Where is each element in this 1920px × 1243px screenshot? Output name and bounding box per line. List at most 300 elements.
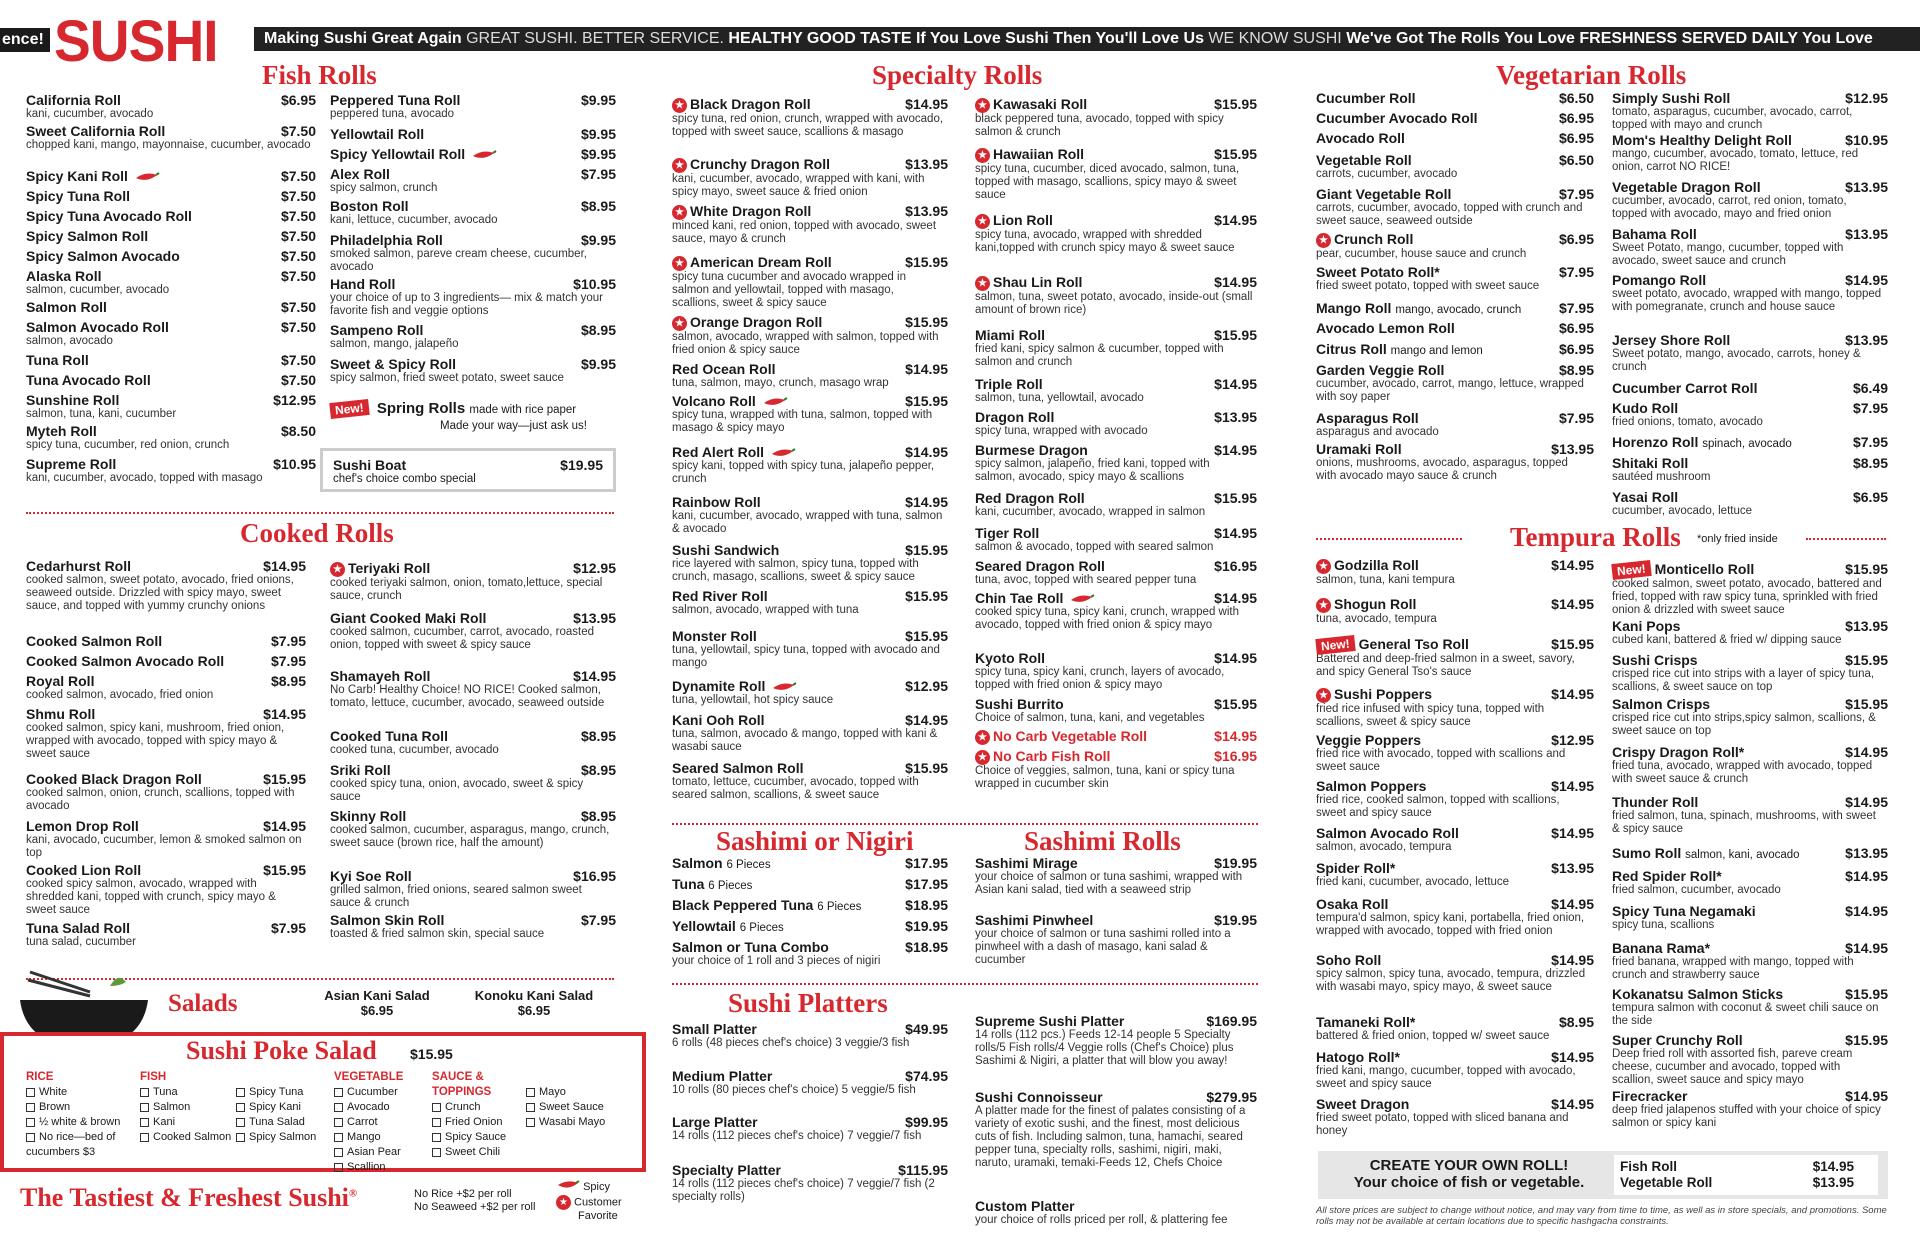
item-name: Supreme Roll [26,456,117,472]
note-no-rice: No Rice +$2 per roll [414,1188,512,1200]
item-name: Black Peppered Tuna [672,897,814,913]
item-name: Kokanatsu Salmon Sticks [1612,986,1784,1002]
item-name: Red Alert Roll [672,444,765,460]
item-desc: fried kani, spicy salmon & cucumber, topped with salmon and crunch [975,343,1224,368]
poke-option[interactable] [140,1085,236,1100]
item-price: $15.95 [1551,636,1594,652]
poke-option[interactable] [26,1130,122,1160]
menu-item [1316,441,1594,483]
item-name: Yellowtail [672,918,736,934]
item-price: $14.95 [263,818,306,834]
item-price: $8.95 [1852,455,1888,471]
item-price: $9.95 [580,146,616,162]
item-desc: cooked salmon, sweet potato, avocado, battered and fried, topped with raw spicy tuna, sprinkled with fried onion & drizzled with sweet sauce [1612,578,1882,616]
item-name: Avocado Lemon Roll [1316,320,1455,336]
menu-item [1316,341,1594,357]
checkbox[interactable] [432,1118,441,1127]
item-name: Spicy Kani Roll [26,168,128,184]
item-price: $6.95 [1852,489,1888,505]
menu-item [1316,596,1594,626]
item-price: $7.50 [280,299,316,315]
poke-option[interactable] [334,1100,430,1115]
chili-icon [771,682,797,692]
item-price: $14.95 [1214,442,1257,458]
salad-price: $6.95 [360,1003,394,1018]
item-price: $14.95 [1551,686,1594,702]
customer-favorite-icon: ★ [672,256,687,271]
poke-column [334,1070,430,1175]
item-price: $7.50 [280,268,316,284]
checkbox[interactable] [526,1088,535,1097]
menu-item [1316,732,1594,774]
item-name: Giant Vegetable Roll [1316,186,1452,202]
sushi-platters-title: Sushi Platters [728,988,888,1018]
menu-item [975,1013,1257,1068]
item-desc: cooked salmon, spicy kani, mushroom, fried onion, wrapped with avocado, topped with spicy mayo & sweet sauce [26,722,285,760]
item-name: Vegetable Roll [1316,152,1412,168]
item-price: $8.95 [1558,1014,1594,1030]
item-price: $7.95 [270,653,306,669]
item-name: Garden Veggie Roll [1316,362,1445,378]
menu-item [1612,434,1888,450]
poke-option[interactable] [526,1100,622,1115]
menu-item [26,319,316,348]
menu-item [1316,1096,1594,1138]
poke-option-label: Avocado [347,1101,390,1113]
menu-item [1612,986,1888,1028]
poke-option-label: Sweet Chili [445,1146,501,1158]
item-desc: cooked salmon, cucumber, carrot, avocado, roasted onion, topped with sweet & spicy sauce [330,626,595,651]
menu-item [26,920,306,949]
item-desc: spicy tuna, wrapped with tuna, salmon, topped with masago & spicy mayo [672,409,933,434]
item-desc: kani, cucumber, avocado, wrapped with tuna, salmon & avocado [672,510,943,535]
menu-item [1612,400,1888,429]
item-price: $14.95 [1551,778,1594,794]
menu-item [1612,794,1888,836]
item-desc: tuna, avocado, tempura [1316,612,1437,625]
item-desc: fried salmon, tuna, spinach, mushrooms, with sweet & spicy sauce [1612,810,1876,835]
item-name: Shau Lin Roll [993,274,1083,290]
item-price: $6.95 [280,92,316,108]
item-price: $7.95 [1558,300,1594,316]
item-price: $15.95 [1845,1032,1888,1048]
menu-item [1316,1049,1594,1091]
item-price: $8.95 [580,762,616,778]
item-price: $15.95 [905,542,948,558]
item-name: Cooked Salmon Roll [26,633,163,649]
item-price: $14.95 [1845,903,1888,919]
poke-option[interactable] [236,1130,332,1145]
item-price: $115.95 [898,1162,948,1178]
menu-item [1612,903,1888,932]
item-name: General Tso Roll [1358,636,1469,652]
poke-option[interactable] [236,1115,332,1130]
menu-item [1316,636,1594,679]
item-price: $13.95 [1845,179,1888,195]
poke-option[interactable] [334,1085,430,1100]
customer-favorite-icon: ★ [672,205,687,220]
trademark: ® [348,1187,358,1200]
checkbox[interactable] [26,1133,35,1142]
new-badge: New! [329,399,369,419]
menu-item [1316,362,1594,404]
poke-option[interactable] [334,1130,430,1145]
poke-option-label: Sweet Sauce [539,1101,604,1113]
item-desc: onions, mushrooms, avocado, asparagus, topped with avocado mayo sauce & crunch [1316,457,1568,482]
item-name: Cedarhurst Roll [26,558,132,574]
legend-spicy: Spicy [583,1181,610,1193]
item-name: Avocado Roll [1316,130,1405,146]
poke-column [526,1085,622,1130]
sashimi-rolls-title: Sashimi Rolls [1024,826,1181,856]
poke-option[interactable] [334,1160,430,1175]
menu-item [26,706,306,761]
menu-item [26,653,306,669]
item-desc: tempura salmon with coconut & sweet chili sauce on the side [1612,1002,1879,1027]
item-name: Thunder Roll [1612,794,1699,810]
item-desc: spicy salmon, jalapeño, fried kani, topped with salmon, avocado, spicy mayo & scallions [975,458,1210,483]
item-price: $19.95 [1214,912,1257,928]
create-line1: CREATE YOUR OWN ROLL! [1369,1157,1569,1174]
menu-item [330,198,616,227]
checkbox[interactable] [26,1088,35,1097]
item-desc: 6 rolls (48 pieces chef's choice) 3 veggie/3 fish [672,1037,910,1049]
checkbox[interactable] [140,1133,149,1142]
poke-option[interactable] [334,1115,430,1130]
item-price: $7.50 [280,188,316,204]
item-name: Burmese Dragon [975,442,1088,458]
item-name: Cooked Tuna Roll [330,728,448,744]
item-desc: kani, avocado, cucumber, lemon & smoked salmon on top [26,834,302,859]
checkbox[interactable] [236,1118,245,1127]
item-price: $6.50 [1558,90,1594,106]
item-desc: salmon, avocado, tempura [1316,841,1452,853]
item-price: $14.95 [1214,650,1257,666]
item-desc: asparagus and avocado [1316,426,1439,438]
menu-item [1316,860,1594,889]
item-name: Veggie Poppers [1316,732,1422,748]
item-desc: black peppered tuna, avocado, topped with spicy salmon & crunch [975,112,1224,138]
poke-option-label: Cooked Salmon [153,1131,232,1143]
item-name: Spicy Yellowtail Roll [330,146,466,162]
poke-option[interactable] [432,1100,528,1115]
checkbox[interactable] [26,1103,35,1112]
item-name: Lion Roll [993,212,1053,228]
item-inline-desc: mango and lemon [1390,345,1483,357]
item-name: Firecracker [1612,1088,1688,1104]
item-name: Vegetable Dragon Roll [1612,179,1761,195]
create-veg-price: $13.95 [1812,1175,1854,1190]
item-desc: tuna, avoc, topped with seared pepper tuna [975,574,1197,586]
item-price: $13.95 [1214,409,1257,425]
menu-item [975,728,1257,745]
checkbox[interactable] [334,1118,343,1127]
item-name: Seared Dragon Roll [975,558,1105,574]
item-name: Hand Roll [330,276,396,292]
menu-item [672,393,948,435]
item-desc: minced kani, red onion, topped with avocado, sweet sauce, mayo & crunch [672,219,937,245]
item-desc: spicy tuna, scallions [1612,919,1715,931]
menu-item [26,673,306,702]
item-price: $13.95 [1845,332,1888,348]
item-name: Kawasaki Roll [993,96,1088,112]
checkbox[interactable] [236,1088,245,1097]
item-price: $7.50 [280,228,316,244]
menu-item [672,678,948,707]
menu-item [330,276,616,318]
item-price: $10.95 [273,456,316,472]
item-name: Spicy Salmon Roll [26,228,149,244]
item-name: Shitaki Roll [1612,455,1689,471]
poke-column-heading: RICE [26,1071,54,1083]
item-price: $14.95 [1845,272,1888,288]
checkbox[interactable] [140,1118,149,1127]
menu-item [672,203,948,246]
poke-option[interactable] [432,1145,528,1160]
item-desc: pear, cucumber, house sauce and crunch [1316,247,1527,260]
poke-option[interactable] [26,1100,122,1115]
poke-option[interactable] [432,1115,528,1130]
item-price: $14.95 [1214,590,1257,606]
checkbox[interactable] [334,1133,343,1142]
checkbox[interactable] [140,1103,149,1112]
item-name: Alaska Roll [26,268,102,284]
item-name: Red Ocean Roll [672,361,776,377]
poke-column [26,1070,122,1160]
menu-item [1316,231,1594,261]
item-name: Specialty Platter [672,1162,781,1178]
poke-option[interactable] [334,1145,430,1160]
item-price: $12.95 [273,392,316,408]
item-desc: tomato, asparagus, cucumber, avocado, carrot, topped with mayo and crunch [1612,106,1853,131]
cooked-rolls-title: Cooked Rolls [240,518,394,548]
item-desc: toasted & fried salmon skin, special sauce [330,928,545,940]
menu-item [330,728,616,757]
poke-column-heading: SAUCE & TOPPINGS [432,1071,492,1098]
menu-item [330,356,616,385]
item-price: $8.50 [280,423,316,439]
item-price: $15.95 [905,254,948,270]
item-price: $49.95 [905,1021,948,1037]
item-desc: your choice of salmon or tuna sashimi, wrapped with Asian kani salad, tied with a seaweed strip [975,871,1243,896]
item-price: $14.95 [905,712,948,728]
chili-icon [556,1180,580,1190]
menu-item [672,1068,948,1097]
spring-rolls-name: Spring Rolls [376,400,466,417]
item-desc: 10 rolls (80 pieces chef's choice) 5 veggie/5 fish [672,1084,916,1096]
poke-option-label: Mango [347,1131,381,1143]
item-desc: fried rice infused with spicy tuna, topped with scallions, sweet & spicy sauce [1316,702,1545,728]
divider [672,823,1258,825]
menu-item [1612,272,1888,314]
item-desc: rice layered with salmon, spicy tuna, topped with crunch, masago, scallions, sweet & spicy sauce [672,558,919,583]
item-price: $12.95 [573,560,616,576]
menu-item [330,868,616,910]
item-price: $7.95 [270,633,306,649]
item-desc: spicy salmon, spicy tuna, avocado, tempura, drizzled with wasabi mayo, spicy mayo, & sweet sauce [1316,968,1586,993]
menu-item [672,1021,948,1050]
poke-column [236,1085,332,1145]
item-name: Sushi Connoisseur [975,1089,1103,1105]
tagline-segment: We've Got The Rolls You Love [1346,30,1580,47]
item-desc: 14 rolls (112 pieces chef's choice) 7 veggie/7 fish [672,1130,922,1142]
item-name: Philadelphia Roll [330,232,443,248]
item-name: California Roll [26,92,121,108]
item-price: $9.95 [580,92,616,108]
checkbox[interactable] [432,1148,441,1157]
item-name: Tuna [672,876,705,892]
item-name: Dynamite Roll [672,678,766,694]
item-price: $7.50 [280,208,316,224]
item-price: $15.95 [1845,696,1888,712]
checkbox[interactable] [526,1118,535,1127]
menu-item [1612,1032,1888,1087]
menu-item [672,156,948,199]
item-price: $7.50 [280,372,316,388]
item-name: Sunshine Roll [26,392,120,408]
item-name: Cooked Salmon Avocado Roll [26,653,225,669]
item-name: Red Spider Roll* [1612,868,1722,884]
item-desc: kani, cucumber, avocado, wrapped in salmon [975,506,1206,518]
item-price: $14.95 [1214,525,1257,541]
poke-option[interactable] [140,1130,236,1145]
tagline-segment: Making Sushi Great Again [264,30,467,47]
create-fish: Fish Roll [1620,1159,1677,1174]
item-name: Miami Roll [975,327,1046,343]
item-desc: fried kani, cucumber, avocado, lettuce [1316,876,1510,888]
menu-item [1612,1088,1888,1130]
checkbox[interactable] [334,1163,343,1172]
checkbox[interactable] [334,1103,343,1112]
checkbox[interactable] [432,1133,441,1142]
item-desc: Choice of veggies, salmon, tuna, kani or spicy tuna wrapped in cucumber skin [975,764,1235,790]
item-price: $99.95 [905,1114,948,1130]
item-price: $7.95 [580,912,616,928]
menu-item [672,1162,948,1204]
spring-rolls [330,400,576,417]
menu-item [26,818,306,860]
poke-option-label: Tuna [153,1086,178,1098]
item-price: $13.95 [1845,845,1888,861]
item-price: $17.95 [905,876,948,892]
item-name: Sushi Crisps [1612,652,1698,668]
checkbox[interactable] [26,1118,35,1127]
item-name: Yasai Roll [1612,489,1679,505]
item-name: White Dragon Roll [690,203,812,219]
item-price: $17.95 [905,855,948,871]
checkbox[interactable] [236,1133,245,1142]
poke-option-label: Tuna Salad [249,1116,305,1128]
tagline-segment: HEALTHY GOOD TASTE [728,30,916,47]
item-desc: fried rice, cooked salmon, topped with scallions, sweet and spicy sauce [1316,794,1560,819]
item-name: Shamayeh Roll [330,668,431,684]
tagline-segment: If You Love Sushi Then You'll Love Us [915,30,1209,47]
menu-item [975,146,1257,202]
poke-option[interactable] [26,1085,122,1100]
poke-option[interactable] [432,1130,528,1145]
item-name: Chin Tae Roll [975,590,1064,606]
tempura-note: *only fried inside [1697,533,1778,545]
poke-option[interactable] [236,1100,332,1115]
item-desc: carrots, cucumber, avocado, topped with crunch and sweet sauce, seaweed outside [1316,202,1583,227]
menu-item [975,490,1257,519]
customer-favorite-icon: ★ [975,98,990,113]
menu-item [672,855,948,871]
item-price: $14.95 [573,668,616,684]
menu-item [672,939,948,968]
item-desc: A platter made for the finest of palates consisting of a variety of exotic sushi, and the finest, most delicious cuts of fish. Including salmon, tuna, hamachi, seared pepper tuna, specialty rolls, sashimi, nigiri, maki, naruto, uramaki, temaki-Feeds 12, Chefs Choice [975,1105,1246,1169]
checkbox[interactable] [236,1103,245,1112]
menu-item [26,456,316,485]
item-desc: salmon, tuna, yellowtail, avocado [975,392,1144,404]
menu-item [1612,744,1888,786]
menu-item [1316,410,1594,439]
item-name: Yellowtail Roll [330,126,425,142]
menu-item [975,274,1257,317]
poke-price: $15.95 [410,1046,453,1062]
checkbox[interactable] [432,1103,441,1112]
poke-option-label: ½ white & brown [39,1116,121,1128]
item-desc: Choice of salmon, tuna, kani, and vegetables [975,712,1205,724]
checkbox[interactable] [334,1088,343,1097]
poke-option-label: Spicy Tuna [249,1086,304,1098]
item-price: $14.95 [1551,896,1594,912]
checkbox[interactable] [526,1103,535,1112]
item-name: Salmon [672,855,723,871]
item-name: Monster Roll [672,628,757,644]
item-desc: fried tuna, avocado, wrapped with avocado, topped with sweet sauce & crunch [1612,760,1873,785]
item-desc: spicy tuna, wrapped with avocado [975,425,1148,437]
item-inline-desc: mango, avocado, crunch [1395,304,1522,316]
menu-item [1612,132,1888,174]
disclaimer: All store prices are subject to change without notice, and may vary from time to time, as well as in store specials, and promotions. Some rolls may not be available at certain locations due to specific hashgacha constraints. [1316,1205,1887,1227]
menu-item [1612,90,1888,132]
sushi-logo: SUSHI [54,9,218,74]
checkbox[interactable] [334,1148,343,1157]
poke-option[interactable] [26,1115,122,1130]
item-desc: cooked teriyaki salmon, onion, tomato,lettuce, special sauce, crunch [330,576,603,602]
poke-option[interactable] [140,1100,236,1115]
poke-option[interactable] [526,1115,622,1130]
poke-option[interactable] [526,1085,622,1100]
poke-option-label: Spicy Kani [249,1101,301,1113]
menu-item [1316,686,1594,729]
menu-item [330,912,616,941]
item-desc: fried banana, wrapped with mango, topped with crunch and strawberry sauce [1612,956,1854,981]
item-price: $14.95 [1551,557,1594,573]
poke-option[interactable] [236,1085,332,1100]
item-inline-desc: salmon, kani, avocado [1685,849,1800,861]
item-desc: tuna, salmon, avocado & mango, topped with kani & wasabi sauce [672,728,938,753]
item-name: Volcano Roll [672,393,756,409]
item-name: Pomango Roll [1612,272,1707,288]
menu-item [672,494,948,536]
checkbox[interactable] [140,1088,149,1097]
menu-item [1316,300,1594,316]
item-desc: kani, lettuce, cucumber, avocado [330,214,498,226]
item-desc: spicy tuna, avocado, wrapped with shredded kani,topped with crunch spicy mayo & sweet sauce [975,228,1235,254]
item-name: No Carb Fish Roll [993,748,1111,764]
item-name: Kudo Roll [1612,400,1679,416]
menu-item [975,696,1257,725]
salad-name: Konoku Kani Salad [474,988,594,1003]
item-desc: chopped kani, mango, mayonnaise, cucumber, avocado [26,139,311,151]
item-name: Tuna Roll [26,352,89,368]
menu-item [1612,652,1888,694]
menu-item [330,668,616,710]
item-price: $7.50 [280,248,316,264]
poke-option[interactable] [140,1115,236,1130]
